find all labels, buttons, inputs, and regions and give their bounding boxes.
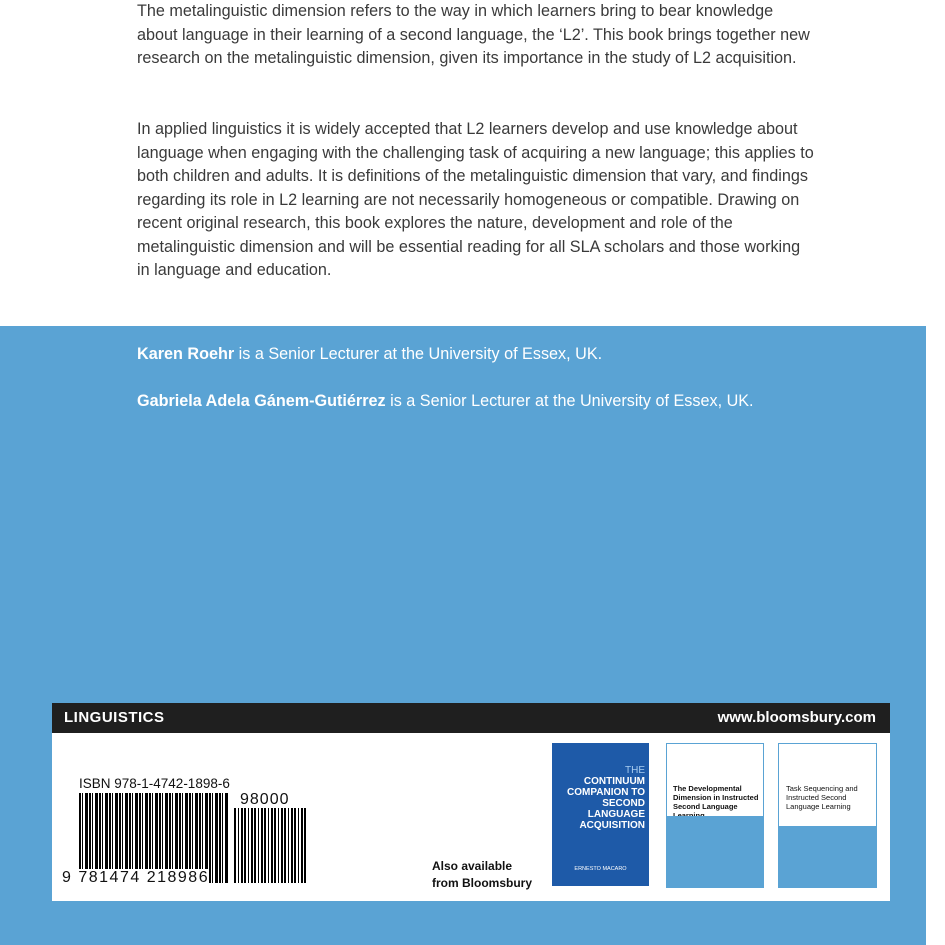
also-available-label — [432, 858, 532, 892]
author-bio-2 — [137, 392, 754, 411]
description-paragraph-1: The metalinguistic dimension refers to the way in which learners bring to bear knowledge about language in their learning of a second language, the ‘L2’. This book brings together new research on the metalinguistic dimension, given its importance in the study of L2 acquisition. — [137, 2, 810, 67]
book-title — [556, 765, 645, 831]
book-cover-task-sequencing[interactable] — [778, 743, 877, 888]
book-title-main: CONTINUUM COMPANION TO SECOND LANGUAGE ACQUISITION — [567, 776, 645, 831]
book-cover-developmental-dimension[interactable] — [666, 743, 764, 888]
book-title-prefix: THE — [625, 765, 645, 776]
back-cover-panel — [52, 733, 890, 901]
barcode-addon-number: 98000 — [240, 791, 290, 808]
author-bio-1 — [137, 345, 602, 364]
ean-remaining-digits: 781474 218986 — [78, 869, 210, 886]
book-cover-continuum-companion[interactable] — [552, 743, 649, 886]
subject-bar — [52, 703, 890, 733]
book-title: The Developmental Dimension in Instructed Second Language — [673, 784, 759, 811]
ean-first-digit: 9 — [62, 869, 73, 886]
also-available-line-1: Also available — [432, 859, 513, 873]
author-name: Karen Roehr — [137, 345, 235, 363]
description-paragraph-2: In applied linguistics it is widely accepted that L2 learners develop and use knowledge about language when engaging with the challenging task of acquiring a new language; this applies to both children and adults. It is definitions of the metalinguistic dimension that vary, and findings regarding its role in L2 learning are not necessarily homogeneous or compatible. Drawing on recent original research, this book explores the nature, development and role of the metalinguistic dimension and will be essential reading for all SLA scholars and those working in language and education. — [137, 120, 814, 279]
book-author: ERNESTO MACARO — [574, 866, 627, 872]
also-available-line-2: from Bloomsbury — [432, 876, 533, 890]
author-affiliation: is a Senior Lecturer at the University of Essex, UK. — [234, 345, 603, 363]
book-title: Task Sequencing and Instructed Second Language Learning — [786, 784, 858, 811]
subject-label: LINGUISTICS — [64, 709, 165, 726]
barcode-addon-icon — [234, 808, 306, 883]
isbn-label: ISBN 978-1-4742-1898-6 — [79, 776, 230, 791]
description-area — [0, 0, 926, 326]
barcode-digits — [62, 869, 209, 887]
publisher-website[interactable]: www.bloomsbury.com — [717, 709, 876, 726]
author-name: Gabriela Adela Gánem-Gutiérrez — [137, 392, 386, 410]
book-cover-band — [779, 826, 876, 887]
author-affiliation: is a Senior Lecturer at the University of Essex, UK. — [385, 392, 754, 410]
book-cover-band — [667, 816, 763, 887]
